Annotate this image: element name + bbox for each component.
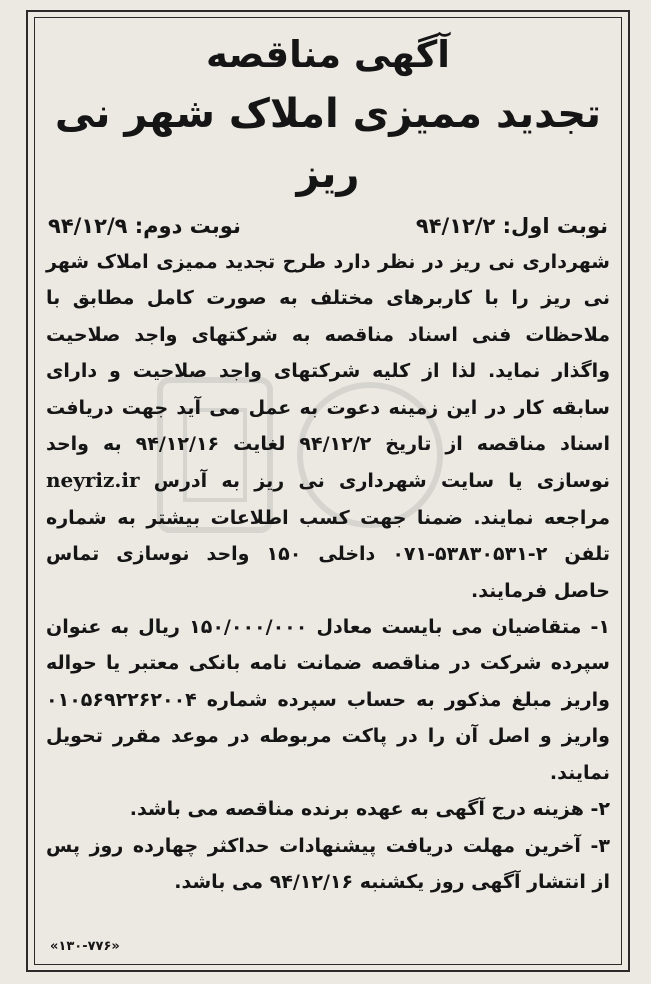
condition-item-1: ۱- متقاضیان می بایست معادل ۱۵۰/۰۰۰/۰۰۰ ریال به عنوان سپرده شرکت در مناقصه ضمانت نامه بانکی معتبر یا حواله واریز مبلغ مذکور به حساب سپرده شماره ۰۱۰۵۶۹۲۲۶۲۰۰۴ واریز و اصل آن را در پاکت مربوطه در موعد مقرر تحویل نمایند. — [46, 616, 611, 784]
website-link[interactable]: neyriz.ir — [46, 468, 140, 493]
ad-title: آگهی مناقصه — [206, 33, 450, 76]
intro-text-1: شهرداری نی ریز در نظر دارد طرح تجدید ممیزی املاک شهر نی ریز را با کاربرهای مختلف به صورت کامل مطابق با ملاحظات فنی اسناد مناقصه به شرکتهای واجد صلاحیت واگذار نماید. لذا از کلیه شرکتهای واجد صلاحیت و دارای سابقه کار در این زمینه دعوت به عمل می آید جهت دریافت اسناد مناقصه از تاریخ ۹۴/۱۲/۲ لغایت ۹۴/۱۲/۱۶ به واحد نوسازی یا سایت شهرداری نی ریز به آدرس — [46, 251, 610, 493]
first-notice-date: ۹۴/۱۲/۲ — [415, 214, 496, 238]
condition-item-2: ۲- هزینه درج آگهی به عهده برنده مناقصه می باشد. — [129, 798, 610, 821]
intro-text-2: مراجعه نمایند. ضمنا جهت کسب اطلاعات بیشتر به شماره تلفن ۲-۵۳۸۳۰۵۳۱-۰۷۱ داخلی ۱۵۰ واحد نوسازی تماس حاصل فرمایند. — [46, 506, 610, 602]
condition-item-3: ۳- آخرین مهلت دریافت پیشنهادات حداکثر چهارده روز پس از انتشار آگهی روز یکشنبه ۹۴/۱۲/۱۶ می باشد. — [46, 834, 610, 893]
second-notice-date: ۹۴/۱۲/۹ — [48, 214, 128, 238]
first-notice — [416, 210, 608, 242]
first-notice-label: نوبت اول: — [502, 214, 608, 238]
intro-paragraph — [44, 244, 612, 609]
notice-dates — [44, 210, 612, 242]
ad-code: «۱۳۰-۷۷۶» — [50, 939, 120, 954]
ad-content — [44, 22, 612, 960]
second-notice-label: نوبت دوم: — [134, 214, 241, 238]
ad-subtitle: تجدید ممیزی املاک شهر نی ریز — [54, 91, 602, 197]
second-notice — [48, 210, 241, 242]
